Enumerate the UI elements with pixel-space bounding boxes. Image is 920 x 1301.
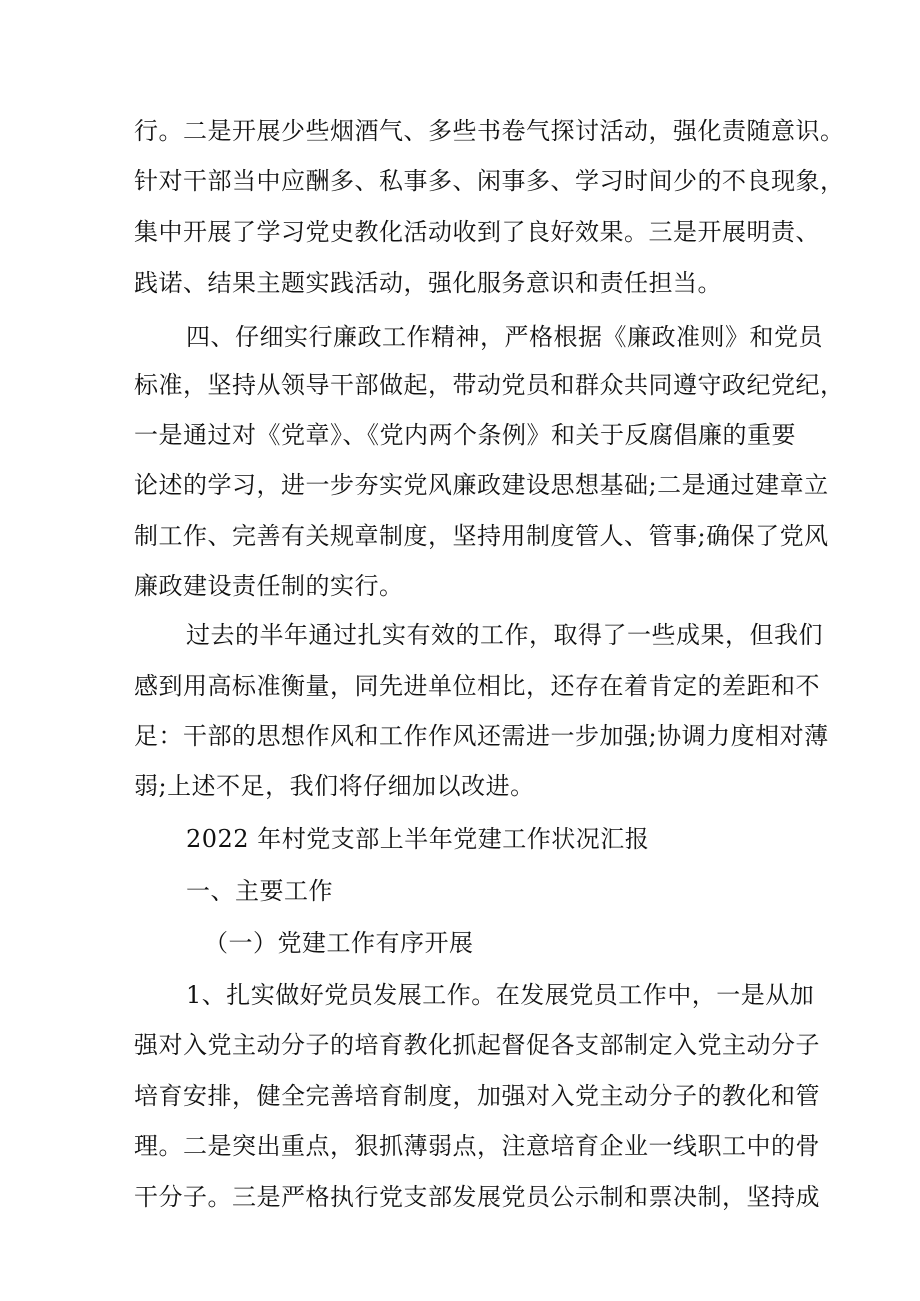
paragraph-2-line-2: 标准，坚持从领导干部做起，带动党员和群众共同遵守政纪党纪， [134,371,845,399]
paragraph-4-line-1: 1、扎实做好党员发展工作。在发展党员工作中，一是从加 [186,981,815,1009]
paragraph-3-line-2: 感到用高标准衡量，同先进单位相比，还存在着肯定的差距和不 [134,672,820,700]
paragraph-4-line-5: 干分子。三是严格执行党支部发展党员公示制和票决制，坚持成 [134,1183,820,1211]
paragraph-3-line-1: 过去的半年通过扎实有效的工作，取得了一些成果，但我们 [186,621,823,649]
paragraph-4-line-2: 强对入党主动分子的培育教化抓起督促各支部制定入党主动分子 [134,1031,820,1059]
paragraph-4-line-4: 理。二是突出重点，狠抓薄弱点，注意培育企业一线职工中的骨 [134,1132,820,1160]
paragraph-1-line-4: 践诺、结果主题实践活动，强化服务意识和责任担当。 [134,269,722,297]
paragraph-1-line-1: 行。二是开展少些烟酒气、多些书卷气探讨活动，强化责随意识。 [134,117,845,145]
paragraph-4-line-3: 培育安排，健全完善培育制度，加强对入党主动分子的教化和管 [134,1082,820,1110]
subsection-heading: （一）党建工作有序开展 [204,929,474,957]
paragraph-2-line-3: 一是通过对《党章》、《党内两个条例》和关于反腐倡廉的重要 [134,421,796,449]
paragraph-1-line-2: 针对干部当中应酬多、私事多、闲事多、学习时间少的不良现象， [134,167,845,195]
paragraph-2-line-6: 廉政建设责任制的实行。 [134,572,404,600]
paragraph-3-line-3: 足：干部的思想作风和工作作风还需进一步加强;协调力度相对薄 [134,722,829,750]
paragraph-2-line-5: 制工作、完善有关规章制度，坚持用制度管人、管事;确保了党风 [134,522,829,550]
paragraph-1-line-3: 集中开展了学习党史教化活动收到了良好效果。三是开展明责、 [134,218,820,246]
section-heading: 一、主要工作 [186,877,333,905]
report-title: 2022 年村党支部上半年党建工作状况汇报 [186,825,650,853]
paragraph-3-line-4: 弱;上述不足，我们将仔细加以改进。 [134,772,535,800]
paragraph-2-line-1: 四、仔细实行廉政工作精神，严格根据《廉政准则》和党员 [186,323,823,351]
paragraph-2-line-4: 论述的学习，进一步夯实党风廉政建设思想基础;二是通过建章立 [134,471,829,499]
